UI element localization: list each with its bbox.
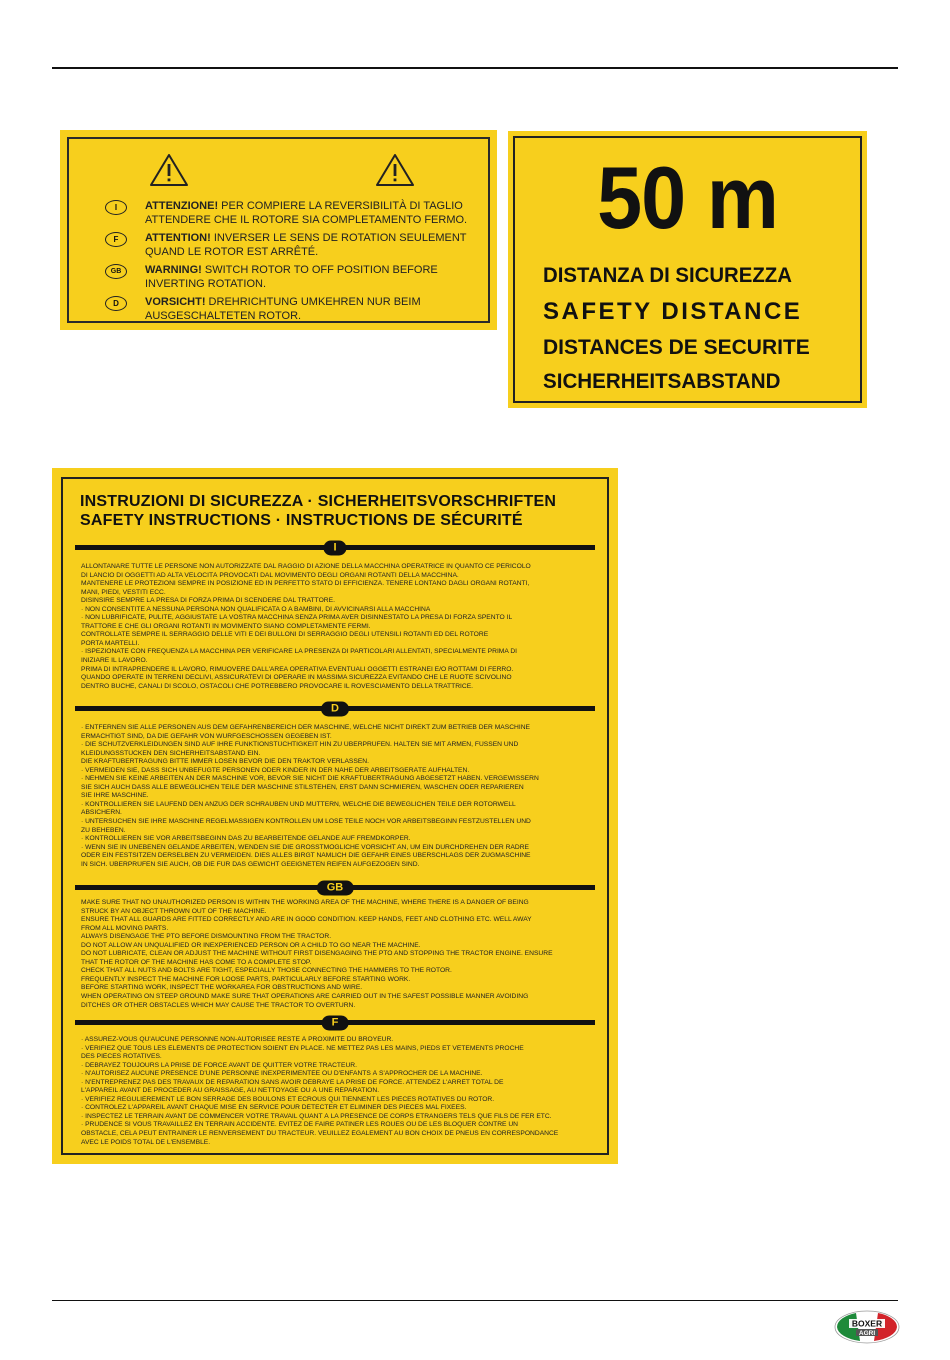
distance-label-en: SAFETY DISTANCE	[543, 298, 803, 325]
instruction-line: KLEIDUNGSSTÜCKEN DEN SICHERHEITSABSTAND EIN.	[81, 749, 261, 757]
instruction-line: · VERMEIDEN SIE, DASS SICH UNBEFUGTE PERSONEN ODER KINDER IN DER NÄHE DER ARBEITSGERÄTE AUFHALTEN.	[81, 766, 470, 774]
section-divider-de	[75, 702, 595, 714]
instruction-line: AVEC LE POIDS TOTAL DE L'ENSEMBLE.	[81, 1138, 211, 1146]
rotation-row-it	[105, 199, 485, 227]
warning-text-cont: QUAND LE ROTOR EST ARRÊTÉ.	[145, 246, 319, 258]
safety-instructions-sign	[52, 468, 618, 1164]
instruction-line: CONTROLLATE SEMPRE IL SERRAGGIO DELLE VITI E DEI BULLONI DI SERRAGGIO DEGLI UTENSILI ROTANTI ED DEL ROTORE	[81, 631, 489, 639]
instruction-line: SIE IHRE MASCHINE.	[81, 792, 149, 800]
instruction-line: MANTENERE LE PROTEZIONI SEMPRE IN POSIZIONE ED IN PERFETTO STATO DI EFFICIENZA. TENERE LONTANO DAGLI ORGANI ROTANTI,	[81, 580, 530, 588]
instruction-line: ABSICHERN.	[81, 809, 122, 817]
instruction-line: MANI, PIEDI, VESTITI ECC.	[81, 588, 166, 596]
instruction-line: WHEN OPERATING ON STEEP GROUND MAKE SURE THAT OPERATIONS ARE CARRIED OUT IN THE SAFEST POSSIBLE MANNER AVOIDING	[81, 993, 529, 1001]
logo-text-agri: AGRI	[858, 1329, 876, 1337]
instruction-line: DISINSIRE SEMPRE LA PRESA DI FORZA PRIMA DI SCENDERE DAL TRATTORE.	[81, 597, 335, 605]
instructions-title-2: SAFETY INSTRUCTIONS · INSTRUCTIONS DE SÉCURITÉ	[80, 512, 523, 529]
instruction-line: OBSTACLE, CELA PEUT ENTRAÎNER LE RENVERSEMENT DU TRACTEUR. VEUILLEZ ÉGALEMENT AU BON CHOIX DE PNEUS EN CORRESPONDANCE	[81, 1130, 559, 1138]
warning-text: DREHRICHTUNG UMKEHREN NUR BEIM	[205, 296, 421, 308]
instruction-line: CHECK THAT ALL NUTS AND BOLTS ARE TIGHT, ESPECIALLY THOSE CONNECTING THE HAMMERS TO THE ROTOR.	[81, 967, 452, 975]
instruction-line: · DIE SCHUTZVERKLEIDUNGEN SIND AUF IHRE FUNKTIONSTÜCHTIGKEIT HIN ZU ÜBERPRÜFEN. HALTEN SIE MIT ARMEN, FÜSSEN UND	[81, 741, 519, 749]
warning-keyword: ATTENZIONE!	[145, 200, 219, 212]
instruction-line: DES PIÈCES ROTATIVES.	[81, 1053, 162, 1061]
instruction-line: ALWAYS DISENGAGE THE PTO BEFORE DISMOUNTING FROM THE TRACTOR.	[81, 933, 332, 941]
language-code-badge: I	[105, 200, 127, 215]
instruction-line: QUANDO OPERATE IN TERRENI DECLIVI, ASSICURATEVI DI OPERARE IN MASSIMA SICUREZZA EVITANDO CHE LE RUOTE SCIVOLINO	[81, 674, 512, 682]
instruction-line: · INSPECTEZ LE TERRAIN AVANT DE COMMENCER VOTRE TRAVAIL QUANT À LA PRÉSENCE DE CORPS ÉTRANGERS TELS QUE FILS DE FER ETC.	[81, 1112, 552, 1120]
warning-triangle-icon	[375, 153, 415, 187]
section-badge-gb: GB	[317, 880, 354, 895]
boxer-agri-logo	[834, 1310, 900, 1344]
rotation-row-de	[105, 295, 485, 323]
instruction-line: · CONTRÔLEZ L'APPAREIL AVANT CHAQUE MISE EN SERVICE POUR DÉTECTER ET ÉLIMINER DES PIÈCES MAL FIXÉES.	[81, 1104, 467, 1112]
warning-text: PER COMPIERE LA REVERSIBILITÀ DI TAGLIO	[218, 200, 463, 212]
section-divider-it	[75, 541, 595, 553]
instruction-line: DIE KRAFTÜBERTRAGUNG BITTE IMMER LÖSEN BEVOR DIE DEN TRAKTOR VERLASSEN.	[81, 758, 369, 766]
instruction-line: BEFORE STARTING WORK, INSPECT THE WORKAREA FOR OBSTRUCTIONS AND WIRE.	[81, 984, 363, 992]
instructions-title-1: INSTRUZIONI DI SICUREZZA · SICHERHEITSVORSCHRIFTEN	[80, 493, 557, 510]
instruction-line: DI LANCIO DI OGGETTI AD ALTA VELOCITÀ PROVOCATI DAL MOVIMENTO DEGLI ORGANI ROTANTI DELLA MACCHINA.	[81, 571, 459, 579]
instruction-line: PRIMA DI INTRAPRENDERE IL LAVORO, RIMUOVERE DALL'AREA OPERATIVA EVENTUALI OGGETTI ESTRANEI E/O ROTTAMI DI FERRO.	[81, 665, 514, 673]
language-code-badge: F	[105, 232, 127, 247]
instruction-line: INIZIARE IL LAVORO.	[81, 657, 148, 665]
section-divider-fr	[75, 1016, 595, 1028]
instruction-line: · UNTERSUCHEN SIE IHRE MASCHINE REGELMÄSSIGEN KONTROLLEN UM LOSE TEILE NOCH VOR ARBEITSBEGINN FESTZUSTELLEN UND	[81, 818, 531, 826]
rotation-warning-text	[105, 199, 485, 327]
instruction-line: · NON LUBRIFICATE, PULITE, AGGIUSTATE LA VOSTRA MACCHINA SENZA PRIMA AVER DISINNESTATO LA PRESA DI FORZA SPENTO IL	[81, 614, 513, 622]
instruction-line: TRATTORE E CHE GLI ORGANI ROTANTI IN MOVIMENTO SIANO COMPLETAMENTE FERMI.	[81, 622, 371, 630]
instruction-line: ZU BEHEBEN.	[81, 826, 126, 834]
distance-label-de: SICHERHEITSABSTAND	[543, 370, 781, 393]
instruction-line: · N'AUTORISEZ AUCUNE PRÉSENCE D'UNE PERSONNE INEXPÉRIMENTÉE OU D'ENFANTS À S'APPROCHER DE LA MACHINE.	[81, 1070, 483, 1078]
instruction-line: · ASSUREZ-VOUS QU'AUCUNE PERSONNE NON-AUTORISÉE RESTE À PROXIMITÉ DU BROYEUR.	[81, 1036, 394, 1043]
instruction-line: ENSURE THAT ALL GUARDS ARE FITTED CORRECTLY AND ARE IN GOOD CONDITION. KEEP HANDS, FEET AND CLOTHING ETC. WELL AWAY	[81, 916, 532, 924]
instruction-line: DITCHES OR OTHER OBSTACLES WHICH MAY CAUSE THE TRACTOR TO OVERTURN.	[81, 1001, 356, 1009]
section-text-gb	[81, 899, 593, 1010]
instruction-line: DO NOT ALLOW AN UNQUALIFIED OR INEXPERIENCED PERSON OR A CHILD TO GO NEAR THE MACHINE.	[81, 941, 421, 949]
language-code-badge: D	[105, 296, 127, 311]
instruction-line: PORTA MARTELLI.	[81, 639, 140, 647]
warning-keyword: ATTENTION!	[145, 232, 211, 244]
section-text-de	[81, 724, 593, 869]
instruction-line: · PRUDENCE SI VOUS TRAVAILLEZ EN TERRAIN ACCIDENTÉ. ÉVITEZ DE FAIRE PATINER LES ROUES OU DE LES BLOQUER CONTRE UN	[81, 1121, 518, 1129]
instruction-line: STRUCK BY AN OBJECT THROWN OUT OF THE MACHINE.	[81, 907, 267, 915]
warning-text: INVERSER LE SENS DE ROTATION SEULEMENT	[210, 232, 467, 244]
warning-keyword: WARNING!	[145, 264, 202, 276]
instruction-line: ODER EIN FESTSITZEN DERSELBEN ZU VERMEIDEN. DIES ALLES BIRGT NÄMLICH DIE GEFAHR EINES ÜBERSCHLAGS DER ZUGMASCHINE	[81, 852, 531, 860]
rotation-row-gb	[105, 263, 485, 291]
rotation-warning-sign	[60, 130, 497, 330]
instruction-line: DO NOT LUBRICATE, CLEAN OR ADJUST THE MACHINE WITHOUT FIRST DISENGAGING THE PTO AND STOPPING THE TRACTOR ENGINE. ENSURE	[81, 950, 553, 958]
section-badge-it: I	[323, 540, 346, 555]
distance-label-fr: DISTANCES DE SECURITE	[543, 336, 810, 359]
instruction-line: ERMÄCHTIGT SIND, DA DIE GEFAHR VON WURFGESCHOSSEN GEGEBEN IST.	[81, 732, 332, 740]
instruction-line: FREQUENTLY INSPECT THE MACHINE FOR LOOSE PARTS, PARTICULARLY BEFORE STARTING WORK.	[81, 975, 411, 983]
warning-keyword: VORSICHT!	[145, 296, 206, 308]
instruction-line: MAKE SURE THAT NO UNAUTHORIZED PERSON IS WITHIN THE WORKING AREA OF THE MACHINE, WHERE THERE IS A DANGER OF BEING	[81, 899, 529, 906]
warning-text: SWITCH ROTOR TO OFF POSITION BEFORE	[201, 264, 438, 276]
instruction-line: · VÉRIFIEZ RÉGULIÈREMENT LE BON SERRAGE DES BOULONS ET ÉCROUS QUI TIENNENT LES PIÈCES ROTATIVES DU ROTOR.	[81, 1095, 495, 1103]
rotation-row-fr	[105, 231, 485, 259]
instruction-line: · DÉBRAYEZ TOUJOURS LA PRISE DE FORCE AVANT DE QUITTER VOTRE TRACTEUR.	[81, 1061, 357, 1069]
section-text-fr	[81, 1036, 593, 1147]
footer-rule	[52, 1300, 898, 1301]
logo-text-boxer: BOXER	[851, 1318, 883, 1329]
instruction-line: · KONTROLLIEREN SIE VOR ARBEITSBEGINN DAS ZU BEARBEITENDE GELÄNDE AUF FREMDKÖRPER.	[81, 835, 411, 843]
header-rule	[52, 67, 898, 69]
instruction-line: SIE SICH AUCH DASS ALLE BEWEGLICHEN TEILE DER MASCHINE STILSTEHEN, ERST DANN SCHMIEREN, WASCHEN ODER REPARIEREN	[81, 783, 524, 791]
warning-text-cont: ATTENDERE CHE IL ROTORE SIA COMPLETAMENTO FERMO.	[145, 214, 468, 226]
instruction-line: · NEHMEN SIE KEINE ARBEITEN AN DER MASCHINE VOR, BEVOR SIE NICHT DIE KRAFTÜBERTRAGUNG ABGESETZT HABEN. VERGEWISSERN	[81, 775, 539, 783]
instruction-line: · ISPEZIONATE CON FREQUENZA LA MACCHINA PER VERIFICARE LA PRESENZA DI PARTICOLARI ALLENTATI, SPECIALMENTE PRIMA DI	[81, 648, 518, 656]
instruction-line: · N'ENTREPRENEZ PAS DES TRAVAUX DE RÉPARATION SANS AVOIR DÉBRAYÉ LA PRISE DE FORCE. ATTENDEZ L'ARRÊT TOTAL DE	[81, 1078, 504, 1086]
section-badge-fr: F	[322, 1015, 349, 1030]
language-code-badge: GB	[105, 264, 127, 279]
instruction-line: · WENN SIE IN UNEBENEN GELÄNDE ARBEITEN, WENDEN SIE DIE GRÖSSTMÖGLICHE VORSICHT AN, UM EIN DURCHDREHEN DER RÄDRE	[81, 843, 529, 851]
instruction-line: FROM ALL MOVING PARTS.	[81, 924, 169, 932]
instruction-line: IN SICH. ÜBERPRÜFEN SIE AUCH, OB DIE FÜR DAS GEWICHT GEEIGNETEN REIFEN AUFGEZOGEN SIND.	[81, 860, 420, 868]
instruction-line: L'APPAREIL AVANT DE PROCÉDER AU GRAISSAGE, AU NETTOYAGE OU À UNE RÉPARATION.	[81, 1087, 380, 1095]
warning-text-cont: INVERTING ROTATION.	[145, 278, 267, 290]
warning-text-cont: AUSGESCHALTETEN ROTOR.	[145, 310, 302, 322]
safety-distance-sign	[508, 131, 867, 408]
section-divider-gb	[75, 881, 595, 893]
instruction-line: THAT THE ROTOR OF THE MACHINE HAS COME TO A COMPLETE STOP.	[81, 958, 312, 966]
instruction-line: ALLONTANARE TUTTE LE PERSONE NON AUTORIZZATE DAL RAGGIO DI AZIONE DELLA MACCHINA OPERATRICE IN QUANTO CE PERICOLO	[81, 563, 531, 570]
instruction-line: · ENTFERNEN SIE ALLE PERSONEN AUS DEM GEFAHRENBEREICH DER MASCHINE, WELCHE NICHT DIREKT ZUM BETRIEB DER MASCHINE	[81, 724, 531, 731]
warning-triangle-icon	[149, 153, 189, 187]
instruction-line: · KONTROLLIEREN SIE LAUFEND DEN ANZUG DER SCHRAUBEN UND MUTTERN, WELCHE DIE BEWEGLICHEN TEILE DER ROTORWELL	[81, 800, 516, 808]
distance-label-it: DISTANZA DI SICUREZZA	[543, 264, 792, 287]
section-badge-de: D	[321, 701, 349, 716]
section-text-it	[81, 563, 593, 691]
distance-value: 50 m	[597, 148, 778, 247]
instruction-line: DENTRO BUCHE, CANALI DI SCOLO, OSTACOLI CHE POTREBBERO PROVOCARE IL ROVESCIAMENTO DELLA TRATTRICE.	[81, 682, 474, 690]
instruction-line: · VÉRIFIEZ QUE TOUS LES ÉLÉMENTS DE PROTECTION SOIENT EN PLACE. NE METTEZ PAS LES MAINS, PIEDS ET VÊTEMENTS PROCHE	[81, 1044, 524, 1052]
instruction-line: · NON CONSENTITE A NESSUNA PERSONA NON QUALIFICATA O A BAMBINI, DI AVVICINARSI ALLA MACCHINA	[81, 605, 431, 613]
